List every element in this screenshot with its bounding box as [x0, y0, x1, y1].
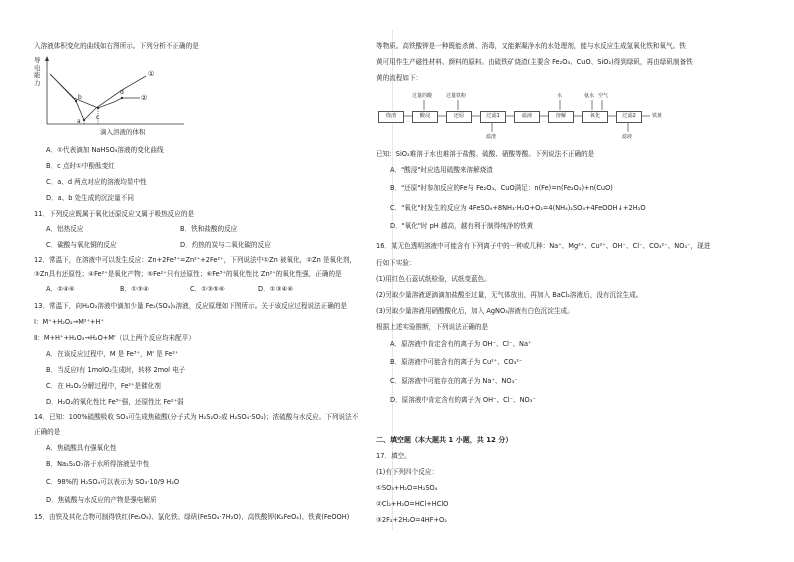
q15-cont-line-3: 黄的流程如下：	[376, 74, 423, 82]
graph-plot	[34, 54, 194, 138]
q12-line-2: ③Zn具有还原性；④Fe²⁺是氧化产物；⑤Fe²⁺只有还原性；⑥Fe³⁺的氧化性比 Zn²⁺的氧化性强，正确的是	[34, 270, 342, 278]
flow-box-reduce: 还原	[446, 111, 472, 123]
curve-2-label: ②	[141, 94, 148, 102]
q13-option-b: B．当反应Ⅰ有 1molO₂生成时，转移 2mol 电子	[46, 366, 186, 374]
q11-option-b: B．铁和盐酸的反应	[180, 225, 238, 233]
q11-stem: 11．下列反应既属于氧化还原反应又属于吸热反应的是	[34, 210, 195, 218]
q14-line-2: 正确的是	[34, 428, 61, 436]
flow-label-water: 水	[557, 93, 563, 99]
point-d-label: d	[120, 89, 124, 96]
reaction-1: ①SO₃+H₂O=H₂SO₄	[376, 484, 438, 492]
q15-stem: 15．由铁及其化合物可制得铁红(Fe₂O₃)、氯化铁、绿矾(FeSO₄·7H₂O)、高铁酸钾(K₂FeO₄)、铁黄(FeOOH)	[34, 513, 350, 521]
flow-label-air: 空气	[598, 93, 609, 99]
question-intro: 入溶液体积变化的曲线如右图所示。下列分析不正确的是	[34, 42, 199, 50]
q12-option-b: B．①③④	[120, 285, 149, 293]
point-b-label: b	[78, 94, 82, 101]
point-c-label: c	[96, 114, 100, 121]
q16-option-b: B．原溶液中可能含有的离子为 Cu²⁺、CO₃²⁻	[390, 358, 523, 366]
q16-option-d: D．原溶液中肯定含有的离子为 OH⁻、Cl⁻、NO₃⁻	[390, 396, 536, 404]
flow-label-excess-iron: 过量铁粉	[446, 93, 467, 99]
q13-option-c: C．在 H₂O₂分解过程中，Fe²⁺是催化剂	[46, 382, 161, 390]
q12-option-a: A．②④⑥	[46, 285, 75, 293]
flow-box-filter-1: 过滤1	[480, 111, 506, 123]
q15-known: 已知：SiO₂难溶于水也难溶于盐酸、硫酸、硝酸等酸。下列说法不正确的是	[376, 150, 595, 158]
flow-label-filtrate: 滤液	[622, 134, 633, 140]
flow-label-residue: 滤渣	[486, 134, 497, 140]
q12-option-c: C．①③⑤⑥	[190, 285, 225, 293]
point-a-label: a	[77, 118, 81, 125]
q10-option-c: C．a、d 两点对应的溶液均显中性	[46, 178, 147, 186]
q13-line-1: 13．常温下，向H₂O₂溶液中滴加少量 Fe₂(SO₄)₃溶液，反应原理如下图所示。关于该反应过程说法正确的是	[34, 302, 348, 310]
q15-option-c: C．"氧化"时发生的反应为 4FeSO₄+8NH₃·H₂O+O₂=4(NH₄)₂SO₄+4FeOOH↓+2H₂O	[390, 204, 646, 212]
q16-line-3: (1)用红色石蕊试纸检验，试纸变蓝色。	[376, 275, 491, 283]
flow-label-excess-acid: 过量的酸	[412, 93, 433, 99]
flow-box-filter-2: 过滤2	[616, 111, 642, 123]
q14-option-b: B．Na₂S₂O₇溶于水所得溶液呈中性	[46, 460, 150, 468]
flow-label-ammonia: 氨水	[584, 93, 595, 99]
q15-cont-line-2: 黄可用作生产磁性材料、颜料的原料。由硫铁矿烧渣(主要含 Fe₂O₃、CuO、SiO₂)得到绿矾，再由绿矾制备铁	[376, 58, 693, 66]
q10-option-d: D．a、b 处生成的沉淀量不同	[46, 194, 134, 202]
q17-sub: (1)有下列四个反应：	[376, 468, 439, 476]
flow-box-oxidize: 氧化	[582, 111, 608, 123]
q15-option-a: A．"酸浸"时应选用硫酸来溶解烧渣	[390, 166, 493, 174]
flow-product-iron-yellow: 铁黄	[652, 113, 663, 119]
section-2-heading: 二、填空题（本大题共 1 小题，共 12 分）	[376, 436, 513, 444]
conductivity-graph	[34, 54, 194, 138]
q15-option-d: D．"氧化"时 pH 越高，越有利于制得纯净的铁黄	[390, 222, 534, 230]
q16-line-5: (3)另取少量溶液用硝酸酸化后，加入 AgNO₃溶液有白色沉淀生成。	[376, 307, 574, 315]
process-flow	[376, 88, 696, 144]
q12-line-1: 12．常温下，在溶液中可以发生反应：Zn+2Fe³⁺=Zn²⁺+2Fe²⁺，下列说法中①Zn 被氧化，②Zn 是氧化剂，	[34, 256, 356, 264]
graph-xlabel: 滴入溶液的体积	[100, 128, 146, 136]
q13-line-2: Ⅰ：M⁺+H₂O₂→M²⁺+H⁺	[34, 318, 104, 326]
q14-option-d: D．焦硫酸与水反应的产物是强电解质	[46, 496, 157, 504]
q13-option-a: A．在该反应过程中，M 是 Fe³⁺，M' 是 Fe²⁺	[46, 350, 179, 358]
flow-box-acid-leach: 酸浸	[412, 111, 438, 123]
flow-box-filtrate: 滤液	[514, 111, 540, 123]
q16-line-4: (2)另取少量溶液逐滴滴加盐酸至过量，无气体放出，再加入 BaCl₂溶液后，没有沉淀生成。	[376, 291, 643, 299]
q16-line-6: 根据上述实验推断，下列说法正确的是	[376, 323, 489, 331]
q16-option-c: C．原溶液中可能存在的离子为 Na⁺、NO₃⁻	[390, 377, 518, 385]
flow-box-slag: 烧渣	[378, 111, 404, 123]
q16-option-a: A．原溶液中肯定含有的离子为 OH⁻、Cl⁻、Na⁺	[390, 340, 532, 348]
q16-line-1: 16．某无色透明溶液中可能含有下列离子中的一种或几种：Na⁺、Mg²⁺、Cu²⁺、OH⁻、Cl⁻、CO₃²⁻、NO₃⁻，现进	[376, 242, 711, 250]
q11-option-a: A．铝热反应	[46, 225, 84, 233]
q14-option-c: C．98%的 H₂SO₄可以表示为 SO₃·10/9 H₂O	[46, 478, 180, 486]
q14-option-a: A．焦硫酸具有强氧化性	[46, 444, 117, 452]
q16-line-2: 行如下实验：	[376, 259, 416, 267]
reaction-3: ③2F₂+2H₂O=4HF+O₂	[376, 516, 447, 524]
q10-option-b: B．c 点时①中酚酞变红	[46, 162, 115, 170]
q13-line-3: Ⅱ：M+H⁺+H₂O₂→H₂O+M'（以上两个反应均未配平）	[34, 334, 195, 342]
q14-line-1: 14．已知：100%硫酸吸收 SO₃可生成焦硫酸(分子式为 H₂S₂O₇或 H₂SO₄·SO₃)；浓硫酸与水反应。下列说法不	[34, 413, 359, 421]
q15-cont-line-1: 等物质。高铁酸钾是一种既能杀菌、消毒，又能絮凝净水的水处理剂，能与水反应生成氢氧化铁和氧气。铁	[376, 42, 686, 50]
curve-1-label: ①	[148, 70, 155, 78]
q13-option-d: D．H₂O₂的氧化性比 Fe³⁺强，还原性比 Fe²⁺弱	[46, 398, 184, 406]
q10-option-a: A．①代表滴加 NaHSO₄溶液的变化曲线	[46, 146, 164, 154]
flow-box-dissolve: 溶解	[548, 111, 574, 123]
q12-option-d: D．①③④⑥	[258, 285, 294, 293]
q11-option-c: C．碳酸与氧化铜的反应	[46, 241, 117, 249]
reaction-2: ②Cl₂+H₂O=HCl+HClO	[376, 500, 449, 508]
graph-ylabel: 导 电 能 力	[34, 56, 41, 87]
curve-2	[50, 74, 140, 108]
q15-option-b: B．"还原"时参加反应的Fe与 Fe₂O₃、CuO满足：n(Fe)=n(Fe₂O₃)+n(CuO)	[390, 184, 613, 192]
q17-stem: 17．填空。	[376, 452, 411, 460]
q11-option-d: D．灼热的炭与二氧化碳的反应	[180, 241, 271, 249]
